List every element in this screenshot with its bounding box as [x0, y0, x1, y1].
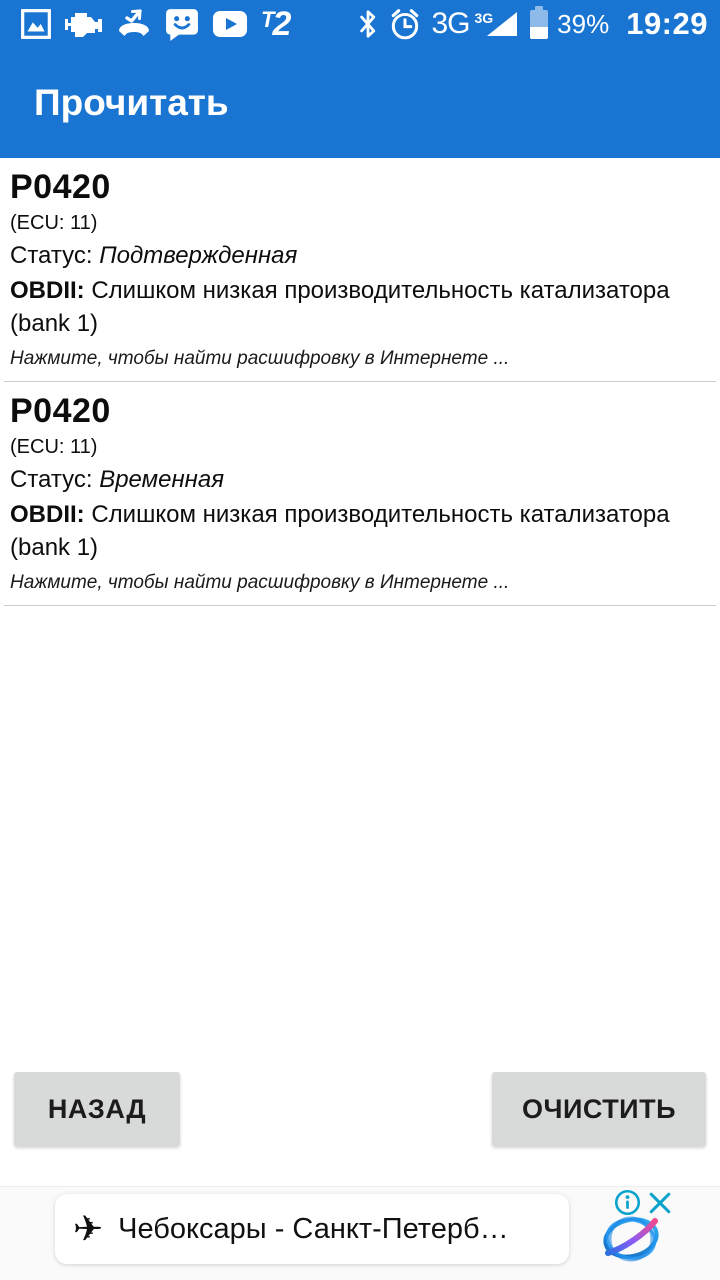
dtc-item-2[interactable]: [0, 382, 720, 596]
clear-button[interactable]: ОЧИСТИТЬ: [492, 1072, 706, 1146]
clock: 19:29: [626, 6, 708, 41]
messages-icon: [165, 7, 199, 41]
dtc-status: Статус: Подтвержденная: [10, 242, 298, 269]
dtc-status: Статус: Временная: [10, 466, 225, 493]
tele2-icon: T 2: [261, 5, 292, 43]
dtc-item-1[interactable]: [0, 158, 720, 372]
alarm-icon: [388, 7, 422, 41]
bluetooth-icon: [357, 7, 379, 41]
missed-call-icon: [116, 8, 152, 40]
dtc-search-hint[interactable]: Нажмите, чтобы найти расшифровку в Интернете ...: [10, 348, 510, 369]
battery-icon: [530, 10, 548, 39]
battery-percent: 39%: [557, 8, 610, 39]
check-engine-icon: [65, 9, 103, 39]
page-title: Прочитать: [34, 82, 229, 123]
dtc-status-value: Временная: [99, 466, 225, 493]
ad-globe-logo[interactable]: [600, 1207, 664, 1265]
dtc-code: P0420: [10, 168, 111, 206]
system-status-icons: [357, 0, 708, 48]
notification-icons: [20, 0, 291, 48]
signal-icon: 3G: [474, 12, 517, 36]
youtube-icon: [212, 10, 248, 38]
dtc-code: P0420: [10, 392, 111, 430]
status-bar: [0, 0, 720, 48]
dtc-search-hint[interactable]: Нажмите, чтобы найти расшифровку в Интернете ...: [10, 572, 510, 593]
dtc-ecu: (ECU: 11): [10, 212, 98, 234]
dtc-status-value: Подтвержденная: [99, 242, 298, 269]
ad-text: Чебоксары - Санкт-Петерб…: [118, 1212, 509, 1245]
dtc-list: [0, 158, 720, 606]
network-type-label: 3G: [431, 7, 470, 40]
app-bar: [0, 48, 720, 158]
back-button[interactable]: НАЗАД: [14, 1072, 180, 1146]
dtc-ecu: (ECU: 11): [10, 436, 98, 458]
divider: [4, 605, 716, 606]
dtc-description: OBDII: Слишком низкая производительность катализатора (bank 1): [10, 501, 670, 561]
action-bar: [0, 1072, 720, 1146]
screenshot-icon: [20, 8, 52, 40]
ad-link[interactable]: [55, 1194, 569, 1264]
ad-banner: [0, 1186, 720, 1280]
airplane-icon: ✈: [73, 1208, 104, 1249]
dtc-description: OBDII: Слишком низкая производительность катализатора (bank 1): [10, 277, 670, 337]
